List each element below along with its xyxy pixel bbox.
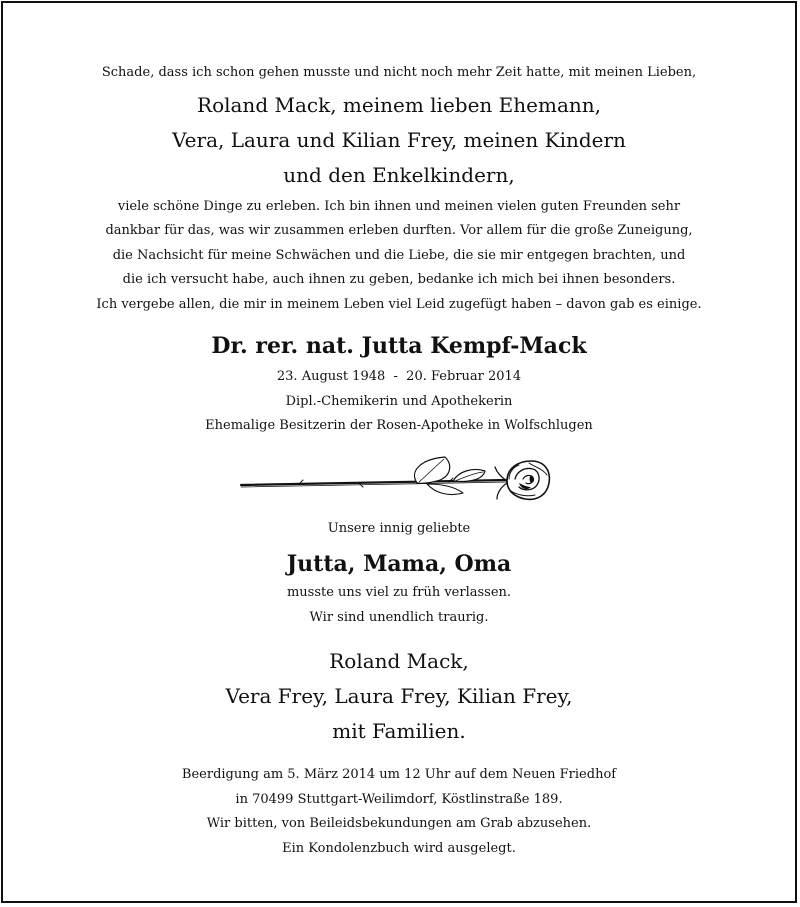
rose-icon xyxy=(239,453,559,513)
obituary-frame xyxy=(1,1,797,903)
profession: Dipl.-Chemikerin und Apothekerin xyxy=(285,393,513,409)
beloved-name-3: und den Enkelkindern, xyxy=(283,162,515,187)
announcement-name: Jutta, Mama, Oma xyxy=(286,551,512,577)
family-line-3: mit Familien. xyxy=(332,719,466,743)
paragraph-line-3: die Nachsicht für meine Schwächen und die Liebe, die sie mir entgegen brachten, und xyxy=(112,247,686,263)
farewell-paragraph xyxy=(3,195,795,318)
intro-line-text: Schade, dass ich schon gehen musste und nicht noch mehr Zeit hatte, mit meinen Lieben, xyxy=(101,65,697,80)
paragraph-line-1: viele schöne Dinge zu erleben. Ich bin ihnen und meinen vielen guten Freunden sehr xyxy=(117,198,681,214)
funeral-line-1: Beerdigung am 5. März 2014 um 12 Uhr auf dem Neuen Friedhof xyxy=(181,767,617,782)
beloved-name-2: Vera, Laura und Kilian Frey, meinen Kindern xyxy=(172,127,626,152)
intro-line xyxy=(3,61,795,86)
paragraph-line-4: die ich versucht habe, auch ihnen zu geben, bedanke ich mich bei ihnen besonders. xyxy=(122,272,676,287)
beloved-name-1: Roland Mack, meinem lieben Ehemann, xyxy=(197,92,601,117)
funeral-details xyxy=(3,763,795,861)
paragraph-line-2: dankbar für das, was wir zusammen erleben durften. Vor allem für die große Zuneigung, xyxy=(105,223,693,238)
deceased-name: Dr. rer. nat. Jutta Kempf-Mack xyxy=(211,333,587,359)
paragraph-line-5: Ich vergebe allen, die mir in meinem Leben viel Leid zugefügt haben – davon gab es einige. xyxy=(96,296,702,312)
family-names xyxy=(3,644,795,749)
announcement-lead: Unsere innig geliebte xyxy=(327,520,471,536)
family-line-2: Vera Frey, Laura Frey, Kilian Frey, xyxy=(225,684,573,708)
beloved-names xyxy=(3,88,795,193)
announcement-text xyxy=(3,581,795,630)
funeral-line-2: in 70499 Stuttgart-Weilimdorf, Köstlinstraße 189. xyxy=(235,791,563,807)
deceased-details xyxy=(3,365,795,439)
funeral-line-4: Ein Kondolenzbuch wird ausgelegt. xyxy=(282,840,516,856)
former-role: Ehemalige Besitzerin der Rosen-Apotheke in Wolfschlugen xyxy=(205,418,593,433)
funeral-line-3: Wir bitten, von Beileidsbekundungen am Grab abzusehen. xyxy=(206,816,592,831)
obituary-content xyxy=(3,61,795,861)
announcement-line-1: musste uns viel zu früh verlassen. xyxy=(286,585,512,600)
family-line-1: Roland Mack, xyxy=(329,649,469,673)
life-dates: 23. August 1948 - 20. Februar 2014 xyxy=(276,369,522,384)
announcement-line-2: Wir sind unendlich traurig. xyxy=(309,609,489,625)
